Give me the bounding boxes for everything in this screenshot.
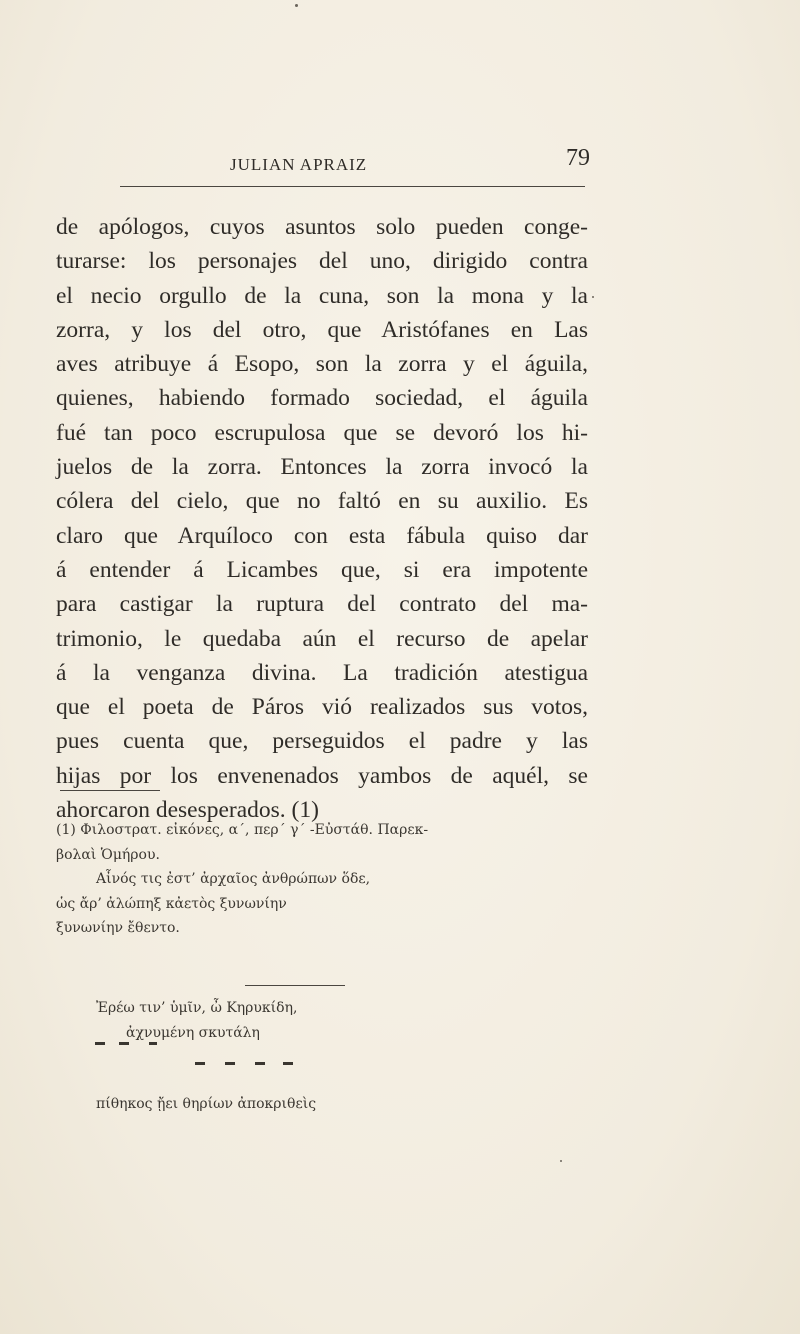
footnote-line: βολαὶ Ὁμήρου. <box>56 846 160 863</box>
omission-dashes <box>95 1040 355 1080</box>
body-line: el necio orgullo de la cuna, son la mona y la <box>56 282 588 309</box>
body-line: para castigar la ruptura del contrato del ma- <box>56 591 588 618</box>
footnote-verse-line: ξυνωνίην ἔθεντο. <box>56 920 180 936</box>
footnote-verse-line: ἀχνυμένη σκυτάλη <box>126 1024 260 1041</box>
footnote-verse-line: Ἐρέω τιν’ ὑμῖν, ὦ Κηρυκίδη, <box>96 1000 298 1016</box>
footnote-verse-line: ὡς ἄρ’ ἀλώπηξ κἀετὸς ξυνωνίην <box>56 895 287 912</box>
running-head <box>60 145 590 185</box>
footnote-verse-block <box>56 996 596 1045</box>
body-line: que el poeta de Páros vió realizados sus votos, <box>56 694 588 721</box>
body-text <box>56 210 588 827</box>
verse-separator-rule <box>245 985 345 986</box>
print-speck <box>592 296 594 298</box>
body-line: zorra, y los del otro, que Aristófanes en Las <box>56 316 588 343</box>
body-line: cólera del cielo, que no faltó en su auxilio. Es <box>56 488 588 515</box>
dash-mark <box>255 1062 265 1065</box>
body-line: á la venganza divina. La tradición atestigua <box>56 659 588 686</box>
body-line: ahorcaron desesperados. (1) <box>56 797 319 824</box>
body-line: claro que Arquíloco con esta fábula quiso dar <box>56 522 588 549</box>
dash-mark <box>149 1042 157 1045</box>
body-line: juelos de la zorra. Entonces la zorra invocó la <box>56 454 588 481</box>
dash-mark <box>119 1042 129 1045</box>
dash-mark <box>195 1062 205 1065</box>
dash-mark <box>283 1062 293 1065</box>
body-line: turarse: los personajes del uno, dirigido contra <box>56 248 588 275</box>
body-line: trimonio, le quedaba aún el recurso de apelar <box>56 625 588 652</box>
dash-mark <box>225 1062 235 1065</box>
footnote-verse-line: πίθηκος ᾔει θηρίων ἀποκριθεὶς <box>96 1096 317 1112</box>
body-line: aves atribuye á Esopo, son la zorra y el águila, <box>56 351 588 378</box>
header-rule <box>120 186 585 187</box>
footnote-line: (1) Φιλοστρατ. εἰκόνες, α΄, περ΄ γ΄ -Εὐστάθ. Παρεκ- <box>56 822 429 838</box>
page-number: 79 <box>566 145 590 171</box>
print-speck <box>560 1160 562 1162</box>
body-line: quienes, habiendo formado sociedad, el águila <box>56 385 588 412</box>
print-speck <box>295 4 298 7</box>
footnote-verse-line: Αἶνός τις ἐστ’ ἀρχαῖος ἀνθρώπων ὅδε, <box>96 871 371 887</box>
footnote <box>56 818 596 941</box>
footnote-rule <box>60 790 160 791</box>
body-line: hijas por los envenenados yambos de aquél, se <box>56 762 588 789</box>
dash-mark <box>95 1042 105 1045</box>
body-line: de apólogos, cuyos asuntos solo pueden conge- <box>56 214 588 240</box>
body-line: á entender á Licambes que, si era impotente <box>56 556 588 583</box>
running-title: JULIAN APRAIZ <box>230 155 368 174</box>
body-line: pues cuenta que, perseguidos el padre y las <box>56 728 588 755</box>
body-line: fué tan poco escrupulosa que se devoró los hi- <box>56 419 588 446</box>
